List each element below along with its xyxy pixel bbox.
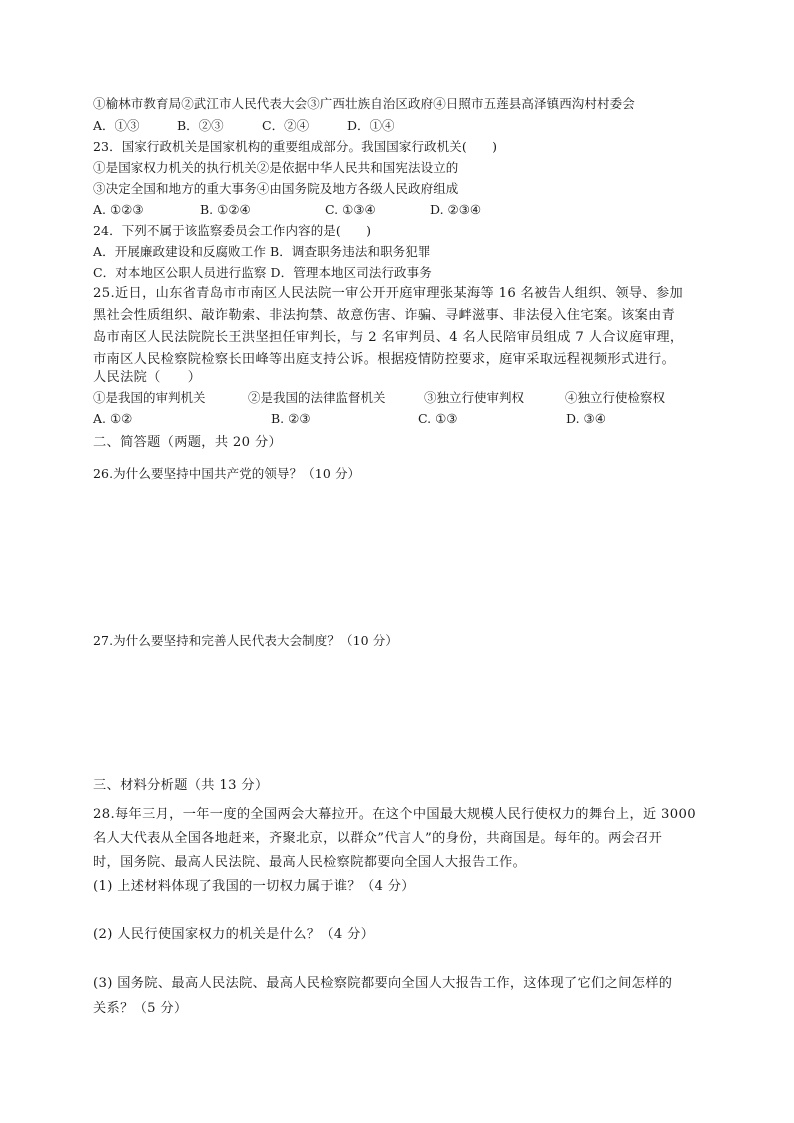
q28-subquestion-2: (2) 人民行使国家权力的机关是什么？（4 分）	[93, 927, 375, 942]
q23-option-b: B. ①②④	[200, 202, 251, 217]
q25-item-4: ④独立行使检察权	[565, 390, 666, 405]
q23-option-d: D. ②③④	[430, 202, 482, 217]
q23-items-line2: ③决定全国和地方的重大事务④由国务院及地方各级人民政府组成	[93, 181, 459, 196]
section2-title: 二、简答题（两题，共 20 分）	[93, 435, 283, 450]
q25-item-3: ③独立行使审判权	[424, 390, 525, 405]
q24-options-ab: A．开展廉政建设和反腐败工作 B．调查职务违法和职务犯罪	[93, 244, 431, 259]
q22-option-a: A．①③	[93, 118, 140, 133]
q22-option-d: D．①④	[347, 118, 395, 133]
q25-item-2: ②是我国的法律监督机关	[248, 390, 386, 405]
q28-material-line: 时，国务院、最高人民法院、最高人民检察院都要向全国人大报告工作。	[93, 855, 527, 870]
q25-line: 黑社会性质组织、敲诈勒索、非法拘禁、故意伤害、诈骗、寻衅滋事、非法侵入住宅案。该案由青	[93, 308, 676, 323]
q23-stem: 23．国家行政机关是国家机构的重要组成部分。我国国家行政机关( )	[93, 139, 498, 154]
q23-option-a: A. ①②③	[93, 202, 144, 217]
q22-items: ①榆林市教育局②武江市人民代表大会③广西壮族自治区政府④日照市五莲县高泽镇西沟村村委会	[93, 96, 635, 111]
q25-line: 人民法院（ ）	[93, 370, 202, 385]
q25-option-a: A. ①②	[93, 411, 133, 426]
q28-material-line: 名人大代表从全国各地赶来，齐聚北京，以群众”代言人”的身份，共商国是。每年的。两会召开	[93, 831, 663, 846]
q22-option-b: B．②③	[177, 118, 224, 133]
q28-subquestion-3: (3) 国务院、最高人民法院、最高人民检察院都要向全国人大报告工作，这体现了它们之间怎样的	[93, 976, 673, 991]
q25-line: 25.近日，山东省青岛市市南区人民法院一审公开开庭审理张某海等 16 名被告人组织、领导、参加	[93, 286, 684, 301]
q27-question: 27.为什么要坚持和完善人民代表大会制度？（10 分）	[93, 633, 398, 648]
q22-option-c: C．②④	[262, 118, 310, 133]
q28-subquestion-3-cont: 关系？（5 分）	[93, 1001, 188, 1016]
q25-line: 岛市南区人民法院院长王洪坚担任审判长，与 2 名审判员、4 名人民陪审员组成 7 人合议庭审理，	[93, 330, 684, 345]
q28-subquestion-1: (1) 上述材料体现了我国的一切权力属于谁？（4 分）	[93, 879, 415, 894]
q26-question: 26.为什么要坚持中国共产党的领导？（10 分）	[93, 466, 361, 481]
q25-line: 市南区人民检察院检察长田峰等出庭支持公诉。根据疫情防控要求，庭审采取远程视频形式进行。	[93, 352, 676, 367]
q28-material-line: 28.每年三月，一年一度的全国两会大幕拉开。在这个中国最大规模人民行使权力的舞台上，近 3000	[93, 807, 697, 822]
q25-item-1: ①是我国的审判机关	[93, 390, 206, 405]
q25-option-d: D. ③④	[566, 411, 606, 426]
q24-stem: 24．下列不属于该监察委员会工作内容的是( )	[93, 223, 372, 238]
q23-option-c: C. ①③④	[325, 202, 376, 217]
q24-options-cd: C．对本地区公职人员进行监察 D．管理本地区司法行政事务	[93, 265, 432, 280]
q23-items-line1: ①是国家权力机关的执行机关②是依据中华人民共和国宪法设立的	[93, 160, 459, 175]
q25-option-c: C. ①③	[418, 411, 458, 426]
section3-title: 三、材料分析题（共 13 分）	[93, 778, 269, 793]
q25-option-b: B. ②③	[271, 411, 311, 426]
